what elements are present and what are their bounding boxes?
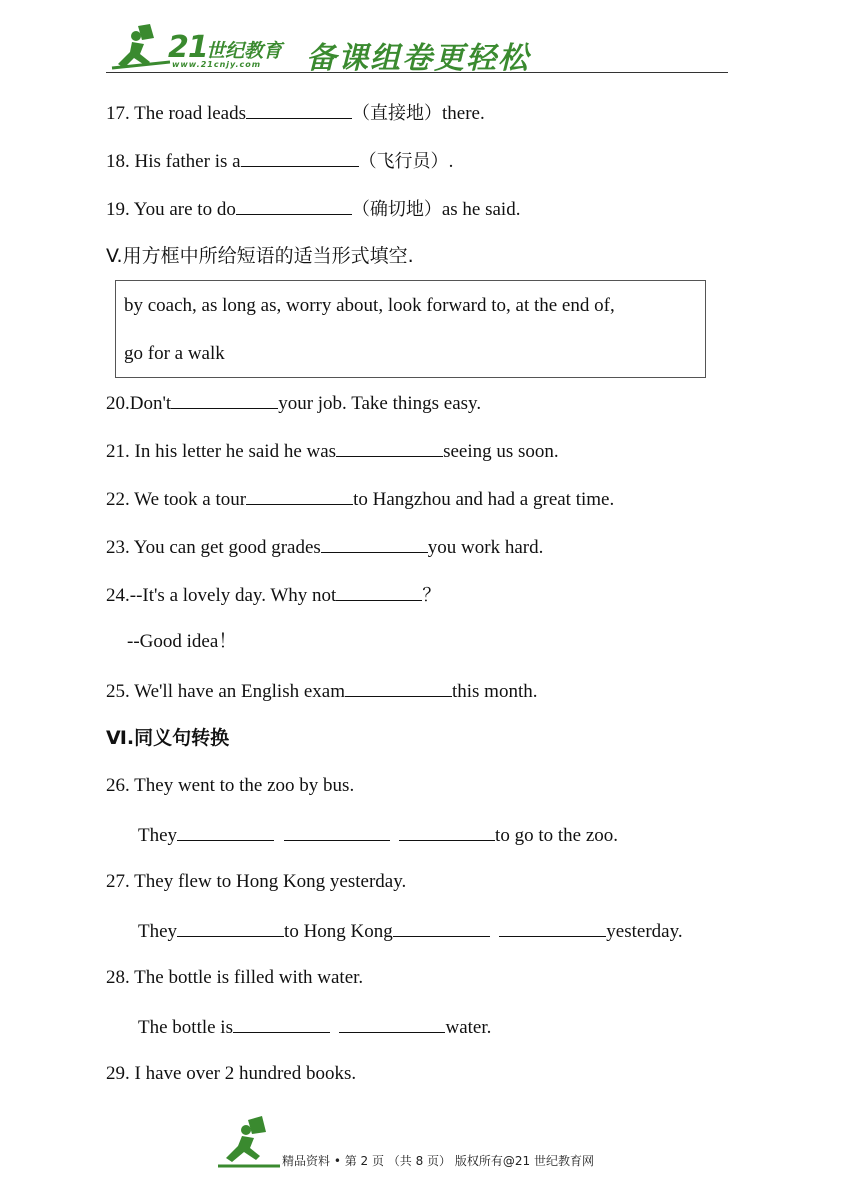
question-26: 26. They went to the zoo by bus. — [106, 775, 355, 796]
answer-blank[interactable] — [241, 148, 359, 167]
question-text: to Hong Kong — [284, 921, 393, 942]
header-divider — [106, 72, 728, 73]
answer-blank[interactable] — [321, 534, 428, 553]
question-text: . — [448, 151, 454, 172]
answer-blank[interactable] — [399, 822, 495, 841]
question-20 — [106, 390, 481, 416]
section-6-title: Ⅵ.同义句转换 — [106, 727, 230, 749]
question-27-rewrite — [138, 918, 683, 944]
hint-text: （直接地） — [352, 103, 442, 124]
question-text: They — [138, 825, 178, 846]
question-17 — [106, 100, 485, 126]
header-slogan: 备课组卷更轻松 — [306, 41, 530, 76]
answer-blank[interactable] — [236, 196, 352, 215]
question-text: They — [138, 921, 178, 942]
hint-text: （飞行员） — [358, 151, 449, 172]
page-header — [106, 20, 728, 74]
question-text: ？ — [422, 585, 441, 606]
answer-blank[interactable] — [177, 822, 274, 841]
question-24-reply: --Good idea！ — [127, 631, 238, 652]
question-text: water. — [445, 1017, 492, 1038]
question-text: to Hangzhou and had a great time. — [353, 489, 615, 510]
answer-blank[interactable] — [393, 918, 490, 937]
answer-blank[interactable] — [246, 486, 353, 505]
question-text: 24.--It's a lovely day. Why not — [106, 585, 337, 606]
question-text: 20.Don't — [106, 393, 172, 414]
question-27: 27. They flew to Hong Kong yesterday. — [106, 871, 407, 892]
phrase-box-line: by coach, as long as, worry about, look forward to, at the end of, — [124, 295, 615, 316]
question-text: 17. The road leads — [106, 103, 246, 124]
question-28: 28. The bottle is filled with water. — [106, 967, 364, 988]
question-text: 18. His father is a — [106, 151, 241, 172]
question-text: The bottle is — [138, 1017, 233, 1038]
logo-number: 21 — [168, 30, 208, 65]
answer-blank[interactable] — [499, 918, 606, 937]
answer-blank[interactable] — [177, 918, 284, 937]
question-29: 29. I have over 2 hundred books. — [106, 1063, 357, 1084]
phrase-box — [115, 280, 706, 378]
question-text: 19. You are to do — [106, 199, 236, 220]
question-25 — [106, 678, 538, 704]
answer-blank[interactable] — [246, 100, 352, 119]
question-28-rewrite — [138, 1014, 491, 1040]
question-text: 25. We'll have an English exam — [106, 681, 345, 702]
answer-blank[interactable] — [336, 438, 443, 457]
question-text: there. — [442, 103, 485, 124]
question-text: your job. Take things easy. — [278, 393, 482, 414]
question-22 — [106, 486, 614, 512]
answer-blank[interactable] — [339, 1014, 445, 1033]
runner-logo-icon — [110, 24, 172, 72]
question-text: 21. In his letter he said he was — [106, 441, 337, 462]
section-5-title: V.用方框中所给短语的适当形式填空. — [106, 245, 414, 267]
answer-blank[interactable] — [284, 822, 390, 841]
footer-text: 精品资料 • 第 2 页 （共 8 页） 版权所有@21 世纪教育网 — [282, 1154, 594, 1168]
question-text: yesterday. — [606, 921, 683, 942]
answer-blank[interactable] — [233, 1014, 330, 1033]
hint-text: （确切地） — [351, 199, 442, 220]
question-text: 23. You can get good grades — [106, 537, 321, 558]
answer-blank[interactable] — [345, 678, 452, 697]
question-23 — [106, 534, 543, 560]
question-19 — [106, 196, 520, 222]
question-24 — [106, 582, 440, 608]
logo-name: 世纪教育 — [206, 40, 283, 62]
runner-logo-icon — [216, 1116, 282, 1170]
question-text: 22. We took a tour — [106, 489, 247, 510]
question-text: as he said. — [441, 199, 521, 220]
question-text: this month. — [451, 681, 538, 702]
phrase-box-line: go for a walk — [124, 343, 225, 364]
question-18 — [106, 148, 453, 174]
question-text: seeing us soon. — [443, 441, 559, 462]
answer-blank[interactable] — [171, 390, 278, 409]
answer-blank[interactable] — [336, 582, 422, 601]
logo-url: www.21cnjy.com — [172, 60, 262, 69]
question-text: you work hard. — [427, 537, 544, 558]
question-21 — [106, 438, 559, 464]
question-text: to go to the zoo. — [495, 825, 618, 846]
question-26-rewrite — [138, 822, 618, 848]
page-footer — [212, 1112, 652, 1174]
